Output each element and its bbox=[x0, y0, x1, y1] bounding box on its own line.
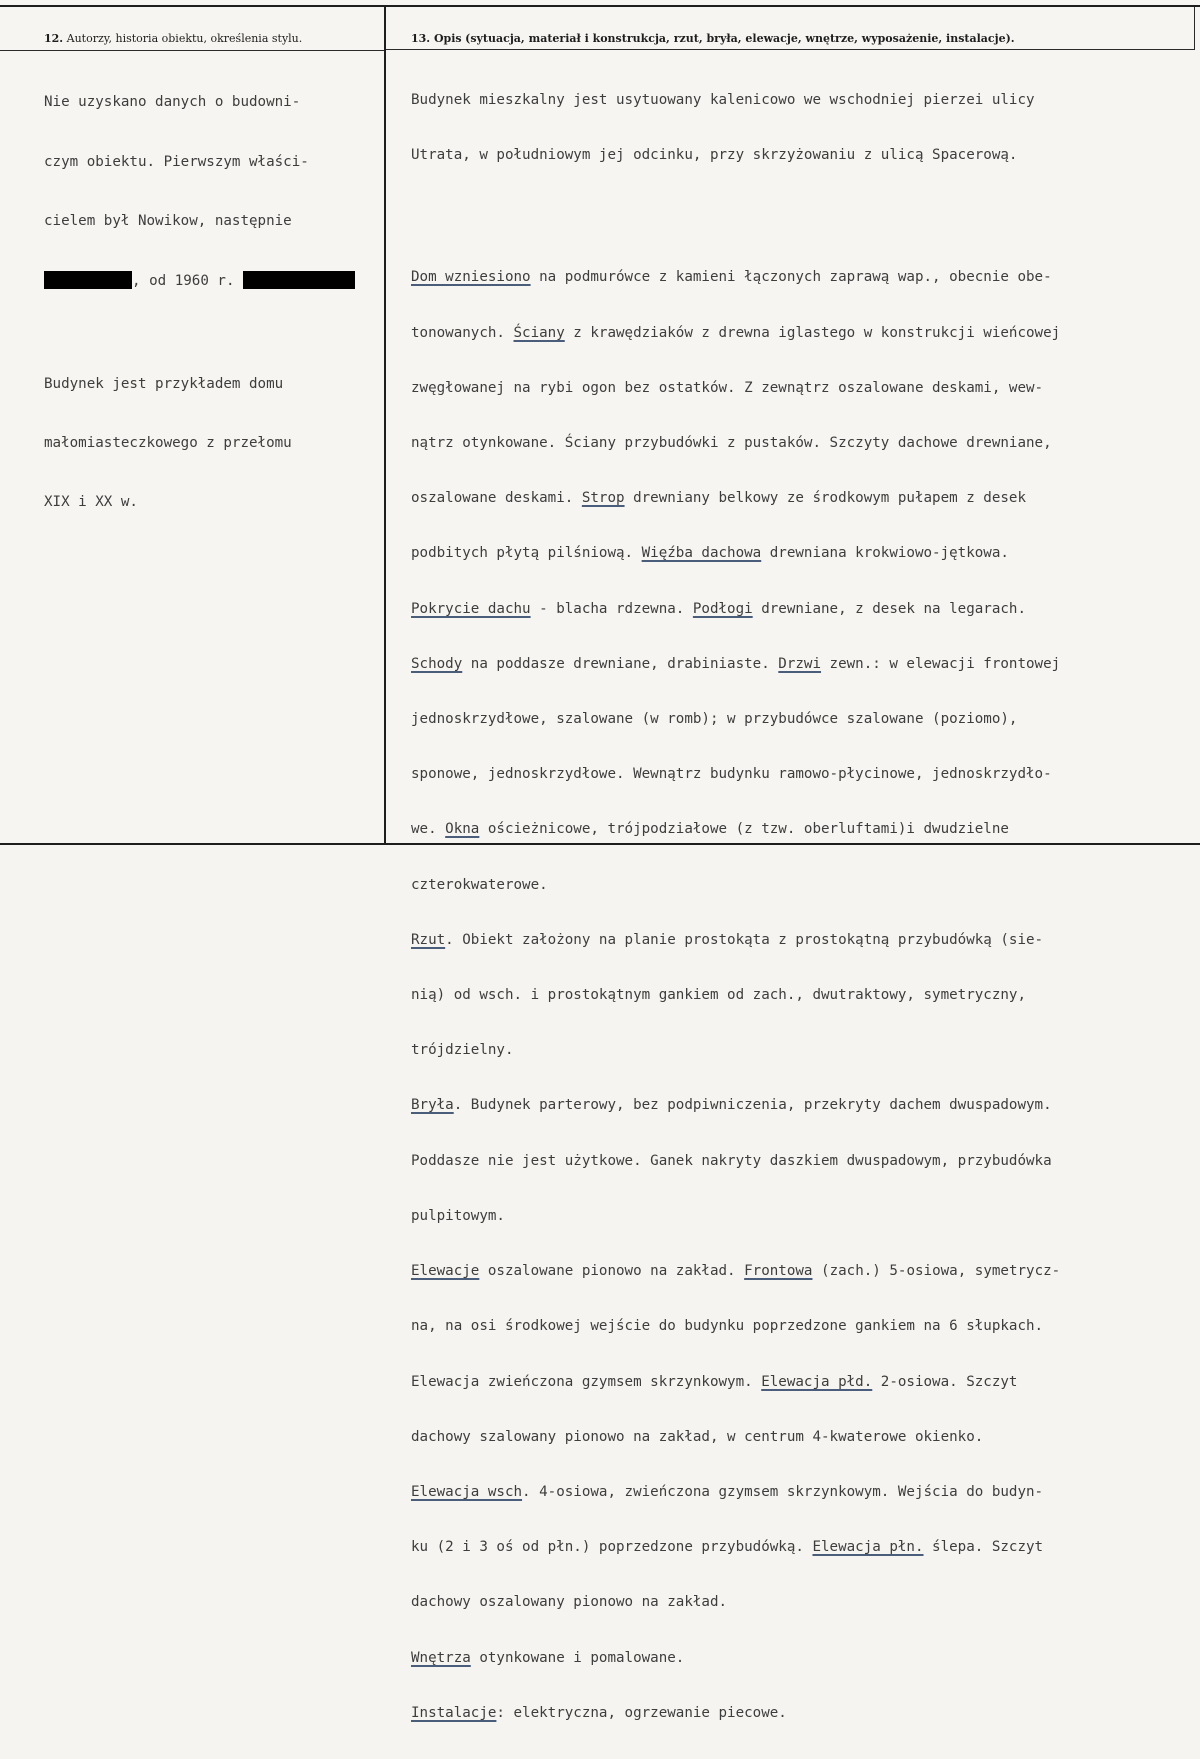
text-line: Budynek mieszkalny jest usytuowany kalenicowo we wschodniej pierzei ulicy bbox=[411, 91, 1035, 108]
text-line bbox=[411, 1373, 1191, 1391]
text-fragment: drewniana krokwiowo-jętkowa. bbox=[761, 545, 1009, 562]
text-line: nią) od wsch. i prostokątnym gankiem od zach., dwutraktowy, symetryczny, bbox=[411, 987, 1026, 1004]
keyword-elewacja-pld: Elewacja płd. bbox=[761, 1373, 873, 1390]
text-fragment: podbitych płytą pilśniową. bbox=[411, 545, 642, 562]
text-line bbox=[411, 1096, 1191, 1114]
text-fragment: drewniane, z desek na legarach. bbox=[752, 600, 1027, 617]
text-line: trójdzielny. bbox=[411, 1042, 514, 1059]
text-fragment: . 4-osiowa, zwieńczona gzymsem skrzynkowym. Wejścia do budyn- bbox=[522, 1483, 1044, 1500]
redaction-bar bbox=[44, 271, 132, 289]
text-line: małomiasteczkowego z przełomu bbox=[44, 435, 292, 452]
text-fragment: Elewacja zwieńczona gzymsem skrzynkowym. bbox=[411, 1373, 762, 1390]
text-line: Utrata, w południowym jej odcinku, przy skrzyżowaniu z ulicą Spacerową. bbox=[411, 147, 1018, 164]
text-fragment: we. bbox=[411, 821, 446, 838]
text-line bbox=[411, 1704, 1191, 1722]
text-line bbox=[411, 600, 1191, 618]
text-fragment: , od 1960 r. bbox=[132, 272, 235, 289]
text-fragment: z krawędziaków z drewna iglastego w konstrukcji wieńcowej bbox=[564, 324, 1061, 341]
keyword-strop: Strop bbox=[581, 490, 625, 507]
text-line bbox=[44, 271, 380, 291]
keyword-sciany: Ściany bbox=[513, 324, 565, 341]
text-line: sponowe, jednoskrzydłowe. Wewnątrz budynku ramowo-płycinowe, jednoskrzydło- bbox=[411, 766, 1052, 783]
text-fragment: tonowanych. bbox=[411, 324, 514, 341]
text-fragment: ku (2 i 3 oś od płn.) poprzedzone przybudówką. bbox=[411, 1539, 813, 1556]
text-fragment: drewniany belkowy ze środkowym pułapem z desek bbox=[624, 490, 1027, 507]
text-line bbox=[411, 489, 1191, 507]
text-line bbox=[411, 655, 1191, 673]
keyword-wiezba-dachowa: Więźba dachowa bbox=[641, 545, 762, 562]
text-line bbox=[411, 1262, 1191, 1280]
text-line: dachowy szalowany pionowo na zakład, w centrum 4-kwaterowe okienko. bbox=[411, 1428, 984, 1445]
keyword-instalacje: Instalacje bbox=[411, 1704, 497, 1721]
keyword-elewacje: Elewacje bbox=[411, 1263, 480, 1280]
text-line: Poddasze nie jest użytkowe. Ganek nakryty daszkiem dwuspadowym, przybudówka bbox=[411, 1152, 1052, 1169]
text-line: Nie uzyskano danych o budowni- bbox=[44, 94, 301, 111]
text-line bbox=[411, 268, 1191, 286]
section-13-text bbox=[411, 54, 1191, 1759]
keyword-dom-wzniesiono: Dom wzniesiono bbox=[411, 269, 531, 286]
text-line: jednoskrzydłowe, szalowane (w romb); w przybudówce szalowane (poziomo), bbox=[411, 711, 1018, 728]
text-line bbox=[411, 1649, 1191, 1667]
text-fragment: . Obiekt założony na planie prostokąta z prostokątną przybudówką (sie- bbox=[445, 931, 1044, 948]
text-fragment: na podmurówce z kamieni łączonych zaprawą wap., obecnie obe- bbox=[530, 269, 1052, 286]
keyword-frontowa: Frontowa bbox=[744, 1263, 813, 1280]
text-line: czym obiektu. Pierwszym właści- bbox=[44, 153, 309, 170]
text-line bbox=[411, 820, 1191, 838]
text-line bbox=[411, 324, 1191, 342]
text-fragment: ślepa. Szczyt bbox=[923, 1539, 1044, 1556]
text-line bbox=[411, 544, 1191, 562]
text-line: Budynek jest przykładem domu bbox=[44, 376, 284, 393]
keyword-podlogi: Podłogi bbox=[692, 600, 753, 617]
text-fragment: na poddasze drewniane, drabiniaste. bbox=[462, 655, 779, 672]
text-line bbox=[411, 1538, 1191, 1556]
section-13-label: (sytuacja, materiał i konstrukcja, rzut, bryła, elewacje, wnętrze, wyposażenie, instalacje). bbox=[465, 32, 1015, 45]
text-fragment: : elektryczna, ogrzewanie piecowe. bbox=[496, 1704, 787, 1721]
redaction-bar bbox=[243, 271, 355, 289]
keyword-wnetrza: Wnętrza bbox=[411, 1649, 471, 1666]
text-line bbox=[411, 931, 1191, 949]
text-line bbox=[411, 1483, 1191, 1501]
text-fragment: - blacha rdzewna. bbox=[530, 600, 693, 617]
text-fragment: (zach.) 5-osiowa, symetrycz- bbox=[812, 1263, 1061, 1280]
section-12-header bbox=[44, 32, 302, 45]
text-line: zwęgłowanej na rybi ogon bez ostatków. Z zewnątrz oszalowane deskami, wew- bbox=[411, 379, 1044, 396]
keyword-drzwi: Drzwi bbox=[778, 655, 822, 672]
spacer bbox=[44, 330, 380, 336]
section-13-number: 13. Opis bbox=[411, 32, 462, 45]
keyword-elewacja-pln: Elewacja płn. bbox=[812, 1539, 924, 1556]
text-line: cielem był Nowikow, następnie bbox=[44, 212, 292, 229]
keyword-pokrycie-dachu: Pokrycie dachu bbox=[411, 600, 531, 617]
section-12-label: Autorzy, historia obiektu, określenia stylu. bbox=[66, 32, 303, 45]
text-line: nątrz otynkowane. Ściany przybudówki z pustaków. Szczyty dachowe drewniane, bbox=[411, 435, 1052, 452]
spacer bbox=[411, 201, 1191, 213]
text-fragment: ościeżnicowe, trójpodziałowe (z tzw. oberluftami)i dwudzielne bbox=[479, 821, 1009, 838]
keyword-schody: Schody bbox=[411, 655, 463, 672]
keyword-rzut: Rzut bbox=[411, 931, 446, 948]
keyword-elewacja-wsch: Elewacja wsch bbox=[411, 1483, 523, 1500]
text-fragment: oszalowane pionowo na zakład. bbox=[479, 1263, 745, 1280]
text-line: czterokwaterowe. bbox=[411, 876, 548, 893]
text-line: na, na osi środkowej wejście do budynku poprzedzone gankiem na 6 słupkach. bbox=[411, 1318, 1044, 1335]
text-line: XIX i XX w. bbox=[44, 494, 138, 511]
text-line: dachowy oszalowany pionowo na zakład. bbox=[411, 1594, 728, 1611]
text-fragment: oszalowane deskami. bbox=[411, 490, 582, 507]
text-fragment: . Budynek parterowy, bez podpiwniczenia, przekryty dachem dwuspadowym. bbox=[453, 1097, 1052, 1114]
section-12-number: 12. bbox=[44, 32, 64, 45]
text-line: pulpitowym. bbox=[411, 1207, 505, 1224]
keyword-bryla: Bryła bbox=[411, 1097, 454, 1114]
section-12-text bbox=[44, 54, 380, 552]
text-fragment: 2-osiowa. Szczyt bbox=[872, 1373, 1018, 1390]
section-13-header bbox=[411, 32, 1015, 45]
column-divider bbox=[384, 5, 386, 845]
text-fragment: zewn.: w elewacji frontowej bbox=[821, 655, 1061, 672]
text-fragment: otynkowane i pomalowane. bbox=[470, 1649, 685, 1666]
keyword-okna: Okna bbox=[445, 821, 480, 838]
